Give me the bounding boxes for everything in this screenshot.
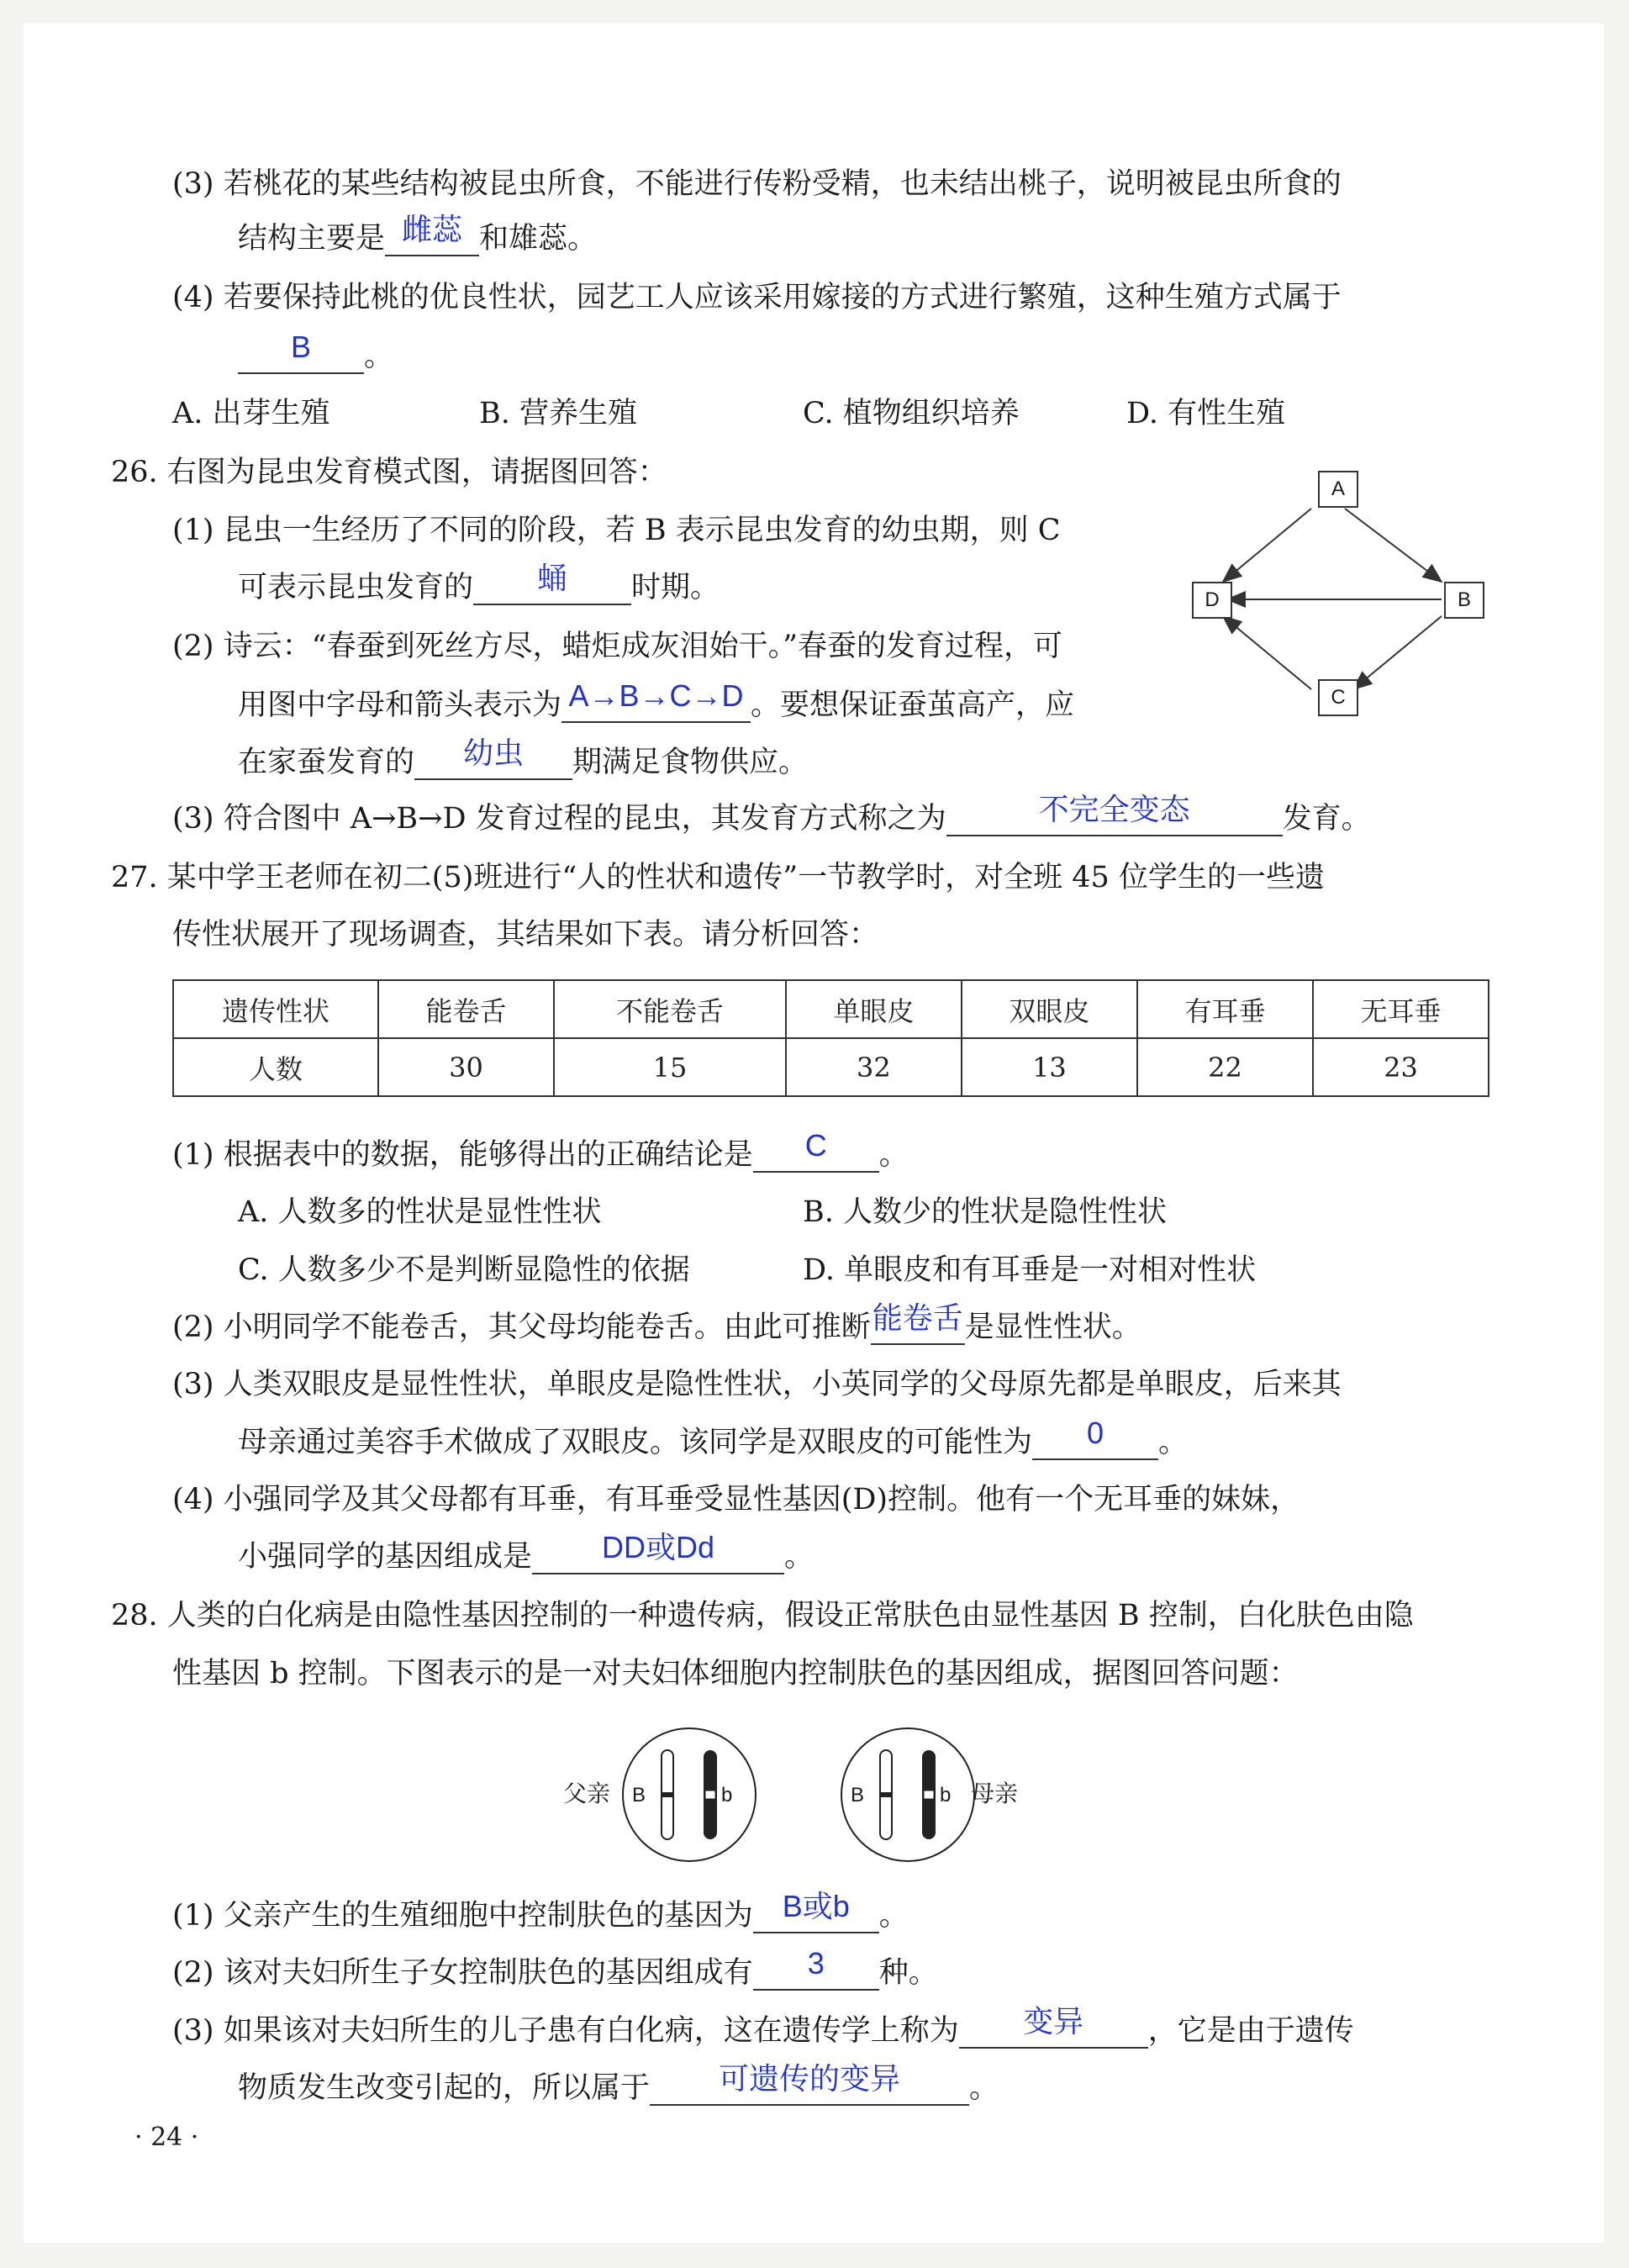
q28-p3-answer2: 可遗传的变异 — [719, 2061, 901, 2096]
q27-p2-line: (2) 小明同学不能卷舌，其父母均能卷舌。由此可推断能卷舌是显性性状。 — [172, 1300, 1141, 1344]
father-gene-b: b — [721, 1784, 733, 1806]
q25-p4-line1: (4) 若要保持此桃的优良性状，园艺工人应该采用嫁接的方式进行繁殖，这种生殖方式属于 — [172, 281, 1342, 314]
q26-p1-blank — [473, 561, 631, 605]
gene-mark-B — [880, 1792, 892, 1797]
q27-option-d: D. 单眼皮和有耳垂是一对相对性状 — [803, 1253, 1257, 1287]
q27-stem-line1: 27. 某中学王老师在初二(5)班进行“人的性状和遗传”一节教学时，对全班 45 位学生的一些遗 — [111, 861, 1325, 894]
q28-stem-line1: 28. 人类的白化病是由隐性基因控制的一种遗传病，假设正常肤色由显性基因 B 控制，白化肤色由隐 — [111, 1599, 1414, 1632]
node-d: D — [1192, 582, 1232, 619]
q25-p4-blank — [238, 330, 364, 374]
father-gene-B: B — [632, 1784, 646, 1806]
table-cell: 30 — [378, 1038, 554, 1096]
q25-p3-line2: 结构主要是 雌蕊 和雄蕊。 — [238, 212, 598, 256]
table-header-cell: 遗传性状 — [173, 980, 378, 1038]
node-a: A — [1318, 471, 1358, 508]
q28-p1-answer: B或b — [782, 1889, 850, 1923]
q26-p1-answer: 蛹 — [537, 561, 568, 595]
q27-p1-line: (1) 根据表中的数据，能够得出的正确结论是 C 。 — [172, 1128, 909, 1172]
q26-p3-line: (3) 符合图中 A→B→D 发育过程的昆虫，其发育方式称之为 不完全变态 发育。 — [172, 792, 1371, 836]
table-header-cell: 单眼皮 — [786, 980, 962, 1038]
q26-p2-line1: (2) 诗云：“春蚕到死丝方尽，蜡炬成灰泪始干。”春蚕的发育过程，可 — [172, 630, 1062, 663]
q28-p2-answer: 3 — [807, 1946, 825, 1981]
table-header-cell: 能卷舌 — [378, 980, 554, 1038]
mother-label: 母亲 — [971, 1780, 1019, 1807]
gene-mark-b — [924, 1791, 934, 1799]
q27-option-c: C. 人数多少不是判断显隐性的依据 — [238, 1253, 690, 1287]
q28-stem-line2: 性基因 b 控制。下图表示的是一对夫妇体细胞内控制肤色的基因组成，据图回答问题： — [172, 1657, 1299, 1690]
arrow-c-to-d — [1223, 616, 1311, 689]
q26-p1-line1: (1) 昆虫一生经历了不同的阶段，若 B 表示昆虫发育的幼虫期，则 C — [172, 514, 1061, 547]
table-header-row — [173, 980, 1489, 1038]
q25-p3-line1: (3) 若桃花的某些结构被昆虫所食，不能进行传粉受精，也未结出桃子，说明被昆虫所食的 — [172, 167, 1342, 201]
q28-p3-line2: 物质发生改变引起的，所以属于 可遗传的变异 。 — [238, 2061, 999, 2105]
table-cell: 人数 — [173, 1038, 378, 1096]
q27-option-a: A. 人数多的性状是显性性状 — [238, 1195, 602, 1229]
q27-p1-blank — [753, 1128, 879, 1173]
q25-p4-line2: B 。 — [238, 336, 393, 377]
node-c: C — [1318, 679, 1358, 716]
q25-option-d: D. 有性生殖 — [1126, 397, 1286, 430]
table-header-cell: 有耳垂 — [1137, 980, 1313, 1038]
q28-p2-line: (2) 该对夫妇所生子女控制肤色的基因组成有 3 种。 — [172, 1946, 938, 1990]
table-header-cell: 无耳垂 — [1313, 980, 1489, 1038]
q27-stem-line2: 传性状展开了现场调查，其结果如下表。请分析回答： — [172, 918, 879, 952]
q27-p3-line2: 母亲通过美容手术做成了双眼皮。该同学是双眼皮的可能性为 0 。 — [238, 1416, 1189, 1459]
q27-p4-line1: (4) 小强同学及其父母都有耳垂，有耳垂受显性基因(D)控制。他有一个无耳垂的妹妹， — [172, 1483, 1300, 1516]
trait-survey-table — [172, 979, 1489, 1097]
table-cell: 13 — [962, 1038, 1137, 1096]
q28-p2-blank — [753, 1946, 879, 1991]
q28-p3-blank — [959, 2004, 1148, 2049]
q27-option-b: B. 人数少的性状是隐性性状 — [803, 1195, 1167, 1229]
q26-p2-answer: A→B→C→D — [568, 678, 744, 713]
q28-p3-answer: 变异 — [1023, 2004, 1084, 2039]
q25-p4-answer: B — [290, 330, 311, 364]
q27-p3-answer: 0 — [1087, 1416, 1104, 1450]
arrow-b-to-c — [1353, 616, 1442, 689]
q28-p1-line: (1) 父亲产生的生殖细胞中控制肤色的基因为 B或b 。 — [172, 1889, 909, 1933]
arrow-a-to-d — [1223, 509, 1311, 582]
q26-p2-answer2: 幼虫 — [463, 736, 525, 770]
table-row — [173, 1038, 1489, 1096]
q26-p3-answer: 不完全变态 — [1038, 792, 1190, 826]
father-label: 父亲 — [563, 1780, 611, 1807]
mother-gene-B: B — [851, 1784, 865, 1806]
q27-p3-blank — [1032, 1416, 1158, 1460]
q26-p2-line2: 用图中字母和箭头表示为 A→B→C→D 。要想保证蚕茧高产，应 — [238, 678, 1075, 722]
gene-mark-b — [705, 1791, 715, 1799]
q26-p1-line2: 可表示昆虫发育的 蛹 时期。 — [238, 561, 720, 604]
table-cell: 23 — [1313, 1038, 1489, 1096]
q26-p3-blank — [946, 792, 1283, 836]
q27-p4-line2: 小强同学的基因组成是 DD或Dd 。 — [238, 1530, 814, 1574]
q28-p3-blank2 — [650, 2061, 969, 2106]
table-cell: 32 — [786, 1038, 962, 1096]
q25-option-c: C. 植物组织培养 — [803, 397, 1020, 430]
q27-p2-answer: 能卷舌 — [872, 1300, 963, 1335]
q28-p3-line1: (3) 如果该对夫妇所生的儿子患有白化病，这在遗传学上称为 变异 ，它是由于遗传 — [172, 2004, 1354, 2048]
q28-p1-blank — [753, 1889, 879, 1933]
q27-p4-answer: DD或Dd — [602, 1530, 715, 1564]
q26-p2-blank2 — [414, 736, 572, 780]
q27-p2-blank — [871, 1300, 965, 1345]
gene-mark-B — [662, 1792, 673, 1797]
table-header-cell: 双眼皮 — [962, 980, 1137, 1038]
q25-option-a: A. 出芽生殖 — [172, 397, 330, 430]
table-header-cell: 不能卷舌 — [554, 980, 786, 1038]
q27-p4-blank — [532, 1530, 784, 1574]
q26-p2-line3: 在家蚕发育的 幼虫 期满足食物供应。 — [238, 736, 809, 779]
q26-stem: 26. 右图为昆虫发育模式图，请据图回答： — [111, 456, 667, 489]
q25-option-b: B. 营养生殖 — [479, 397, 637, 430]
node-b: B — [1444, 582, 1484, 619]
table-cell: 22 — [1137, 1038, 1313, 1096]
q27-p1-answer: C — [804, 1128, 827, 1163]
q25-p3-answer: 雌蕊 — [402, 212, 463, 246]
q26-p2-blank — [561, 678, 751, 723]
q27-p3-line1: (3) 人类双眼皮是显性性状，单眼皮是隐性性状，小英同学的父母原先都是单眼皮，后来其 — [172, 1368, 1342, 1401]
q25-p3-blank — [385, 212, 479, 256]
table-cell: 15 — [554, 1038, 786, 1096]
mother-gene-b: b — [940, 1784, 952, 1806]
arrow-a-to-b — [1345, 509, 1442, 582]
page-number: · 24 · — [134, 2123, 199, 2152]
